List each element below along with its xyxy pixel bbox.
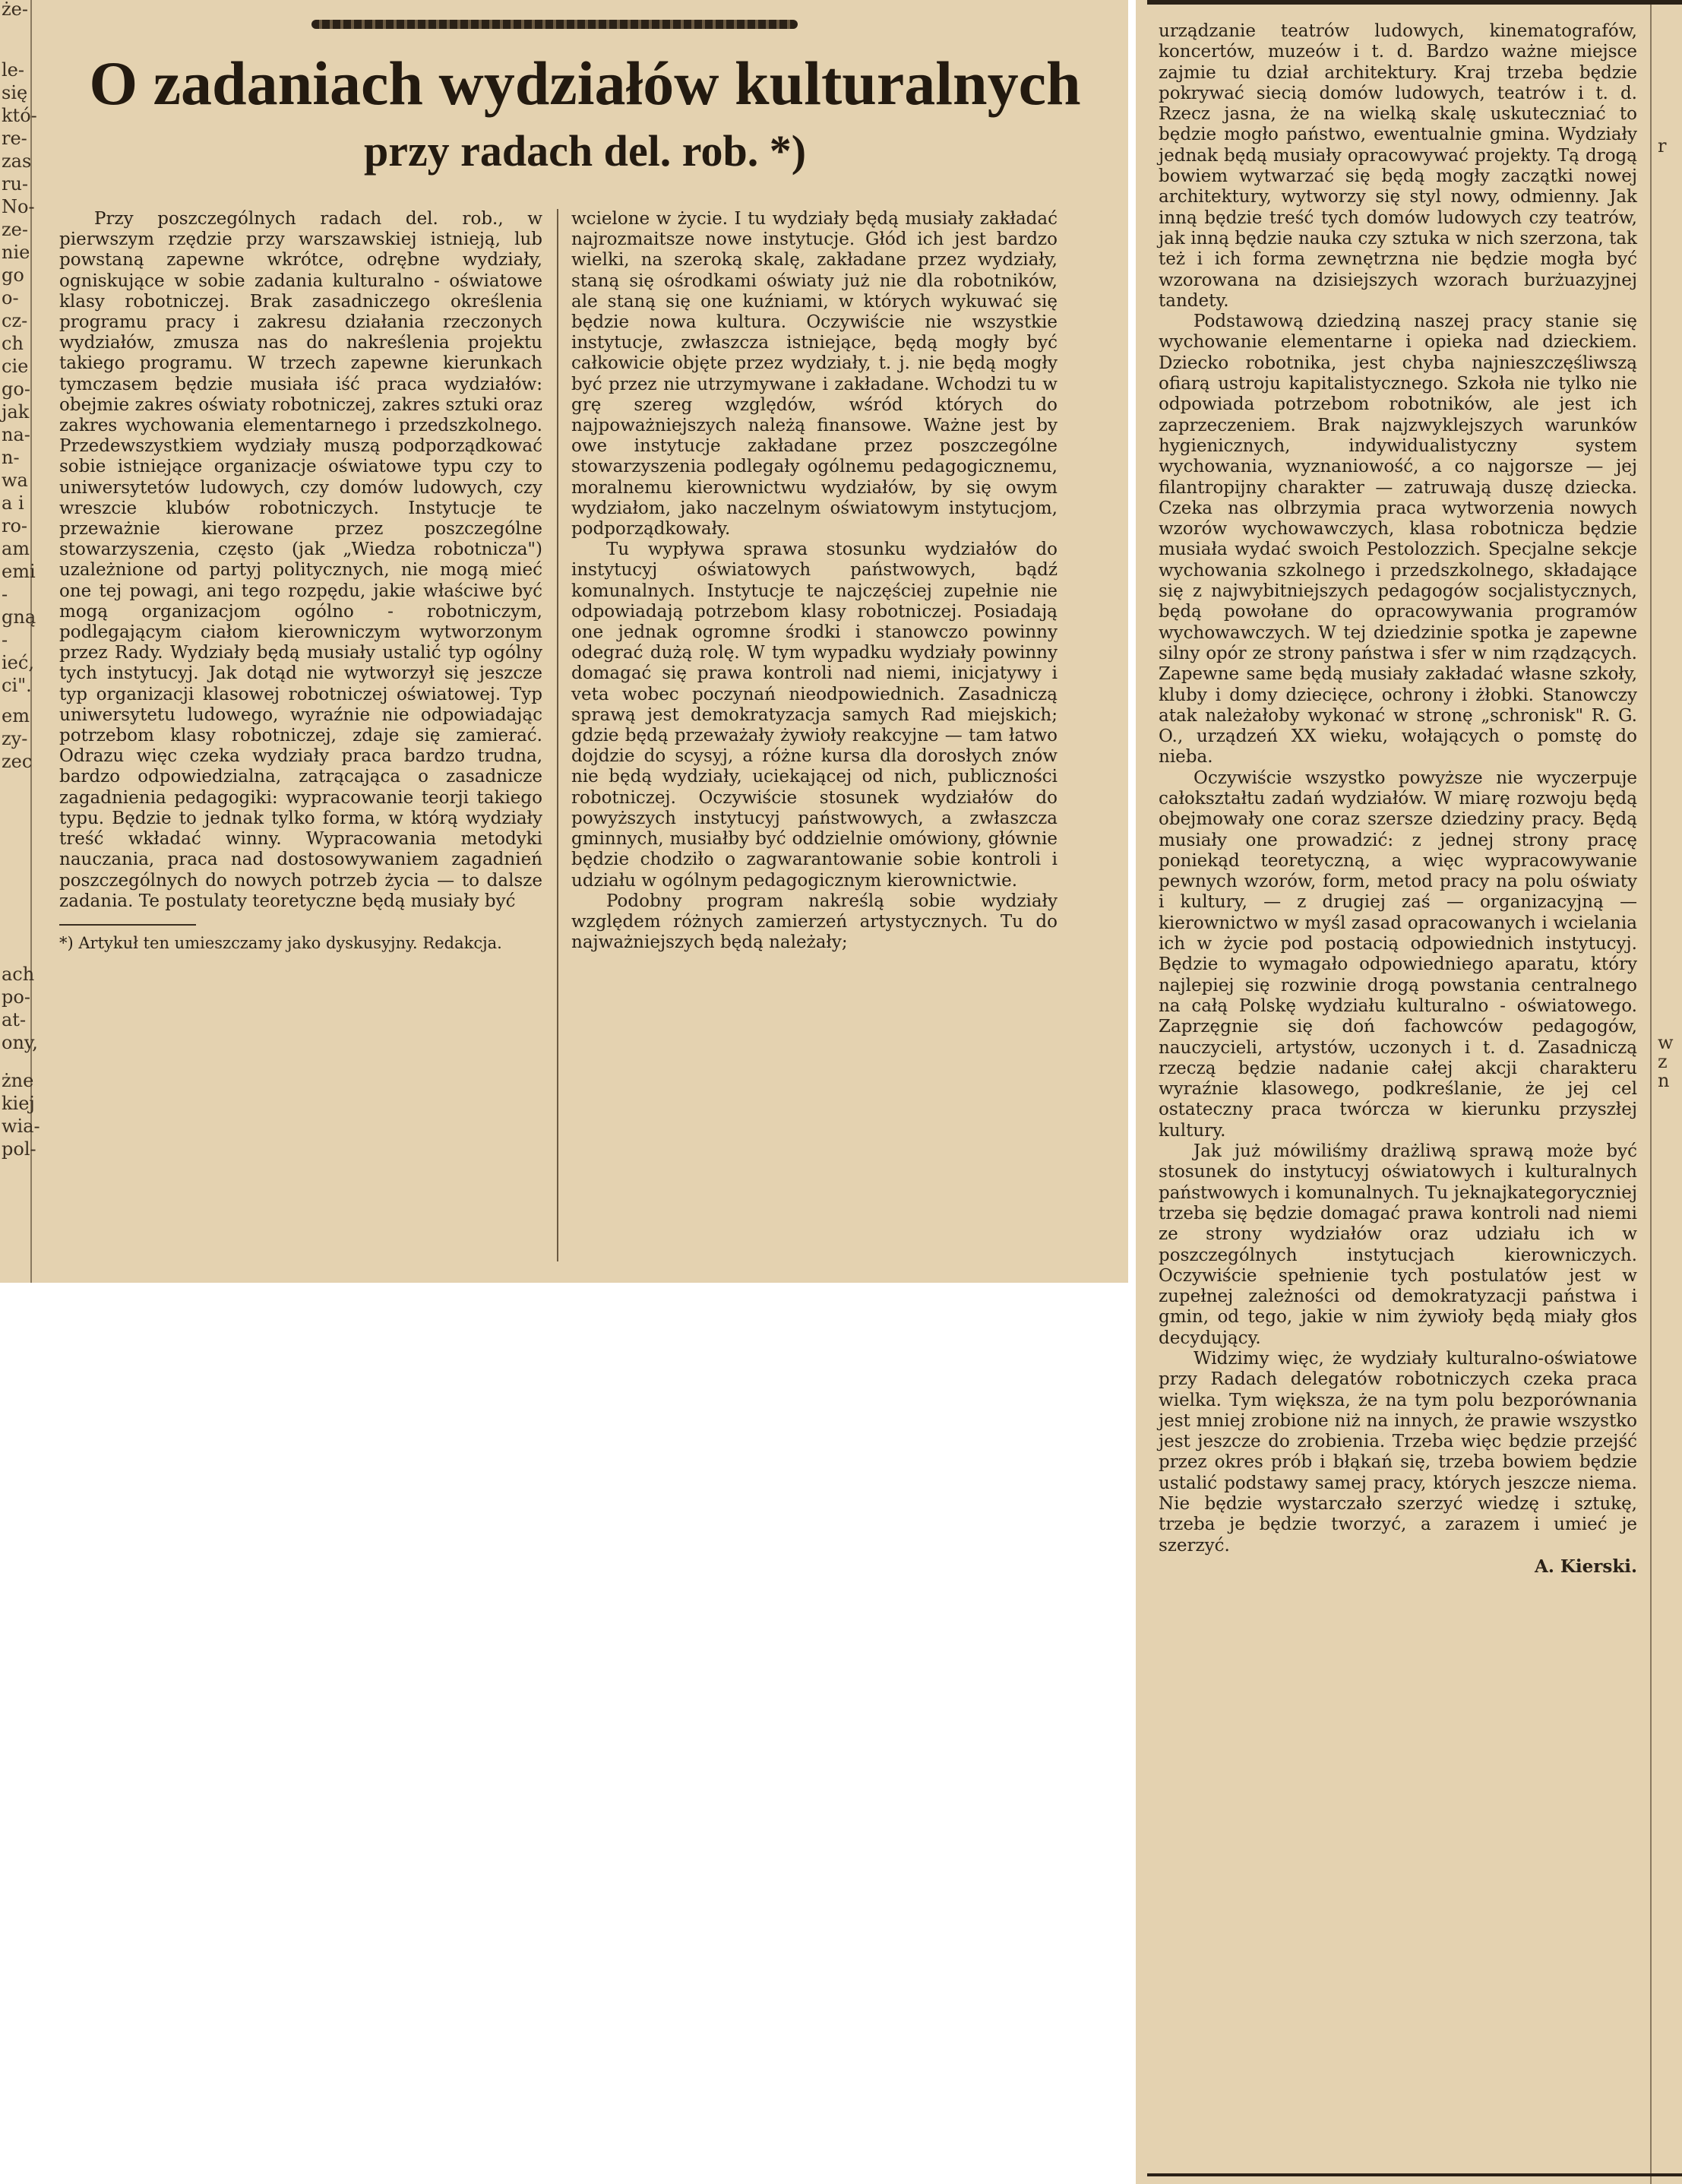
adjacent-text-fragment: o- <box>2 287 19 309</box>
adjacent-text-fragment: ach <box>2 964 35 985</box>
article-column-3 <box>1159 21 1637 1577</box>
adjacent-text-fragment: n- <box>2 447 20 468</box>
paragraph: Tu wypływa sprawa stosunku wydziałów do instytucyj oświatowych państwowych, bądź komunalnych. Instytucje te najczęściej zupełnie nie odpowiadają potrzebom klasy robotniczej. Posiadają one jednak ogromne środki i stanowczo powinny odegrać dużą rolę. W tym wypadku wydziały powinny domagać się prawa kontroli nad niemi, inicjatywy i veta wobec poczynań nieodpowiednich. Zasadniczą sprawą jest demokratyzacja samych Rad miejskich; gdzie będą przeważały żywioły reakcyjne — tam łatwo dojdzie do scysyj, a różne kursa dla dorosłych znów nie będą wydziały, uciekającej od nich, publiczności robotniczej. Oczywiście stosunek wydziałów do powyższych instytucyj państwowych, a zwłaszcza gminnych, musiałby być oddzielnie omówiony, głównie będzie chodziło o zagwarantowanie sobie kontroli i udziału w ogólnym pedagogicznym kierownictwie. <box>571 540 1058 891</box>
adjacent-text-fragment: em <box>2 705 30 726</box>
article-column-1 <box>59 209 542 953</box>
paragraph: Podstawową dziedziną naszej pracy stanie się wychowanie elementarne i opieka nad dzieckiem. Dziecko robotnika, jest chyba najnieszczęśliwszą ofiarą ustroju kapitalistycznego. Szkoła nie tylko nie odpowiada potrzebom robotników, ale jest ich zaprzeczeniem. Brak najzwyklejszych warunków hygienicznych, indywidualistyczny system wychowania, wyznaniowość, a co najgorsze — jej filantropijny charakter — zatruwają duszę dziecka. Czeka nas olbrzymia praca wytworzenia nowych wzorów wychowawczych, klasa robotnicza będzie musiała wydać swoich Pestolozzich. Specjalne sekcje wychowania szkolnego i przedszkolnego, składające się z najwybitniejszych pedagogów socjalistycznych, będą powołane do opracowywania programów wychowawczych. W tej dziedzinie spotka je zapewne silny opór ze strony państwa i sfer w nim rządzących. Zapewne same będą musiały zakładać własne szkoły, kluby i domy dziecięce, ochrony i żłobki. Stanowczy atak należałoby wykonać w stronę „schronisk" R. G. O., urządzeń XX wieku, wołających o pomstę do nieba. <box>1159 312 1637 768</box>
headline-line-1: O zadaniach wydziałów kulturalnych <box>89 49 1081 118</box>
adjacent-text-fragment: wia- <box>2 1116 40 1137</box>
paragraph: Podobny program nakreślą sobie wydziały względem różnych zamierzeń artystycznych. Tu do najważniejszych będą należały; <box>571 891 1058 953</box>
column-divider <box>557 209 558 1261</box>
adjacent-text-fragment: kiej <box>2 1093 35 1114</box>
paragraph: wcielone w życie. I tu wydziały będą musiały zakładać najrozmaitsze nowe instytucje. Głód ich jest bardzo wielki, na szeroką skalę, zakładane przez wydziały, staną się ośrodkami oświaty już nie dla robotników, ale staną się one kuźniami, w których wykuwać się będzie nowa kultura. Oczywiście nie wszystkie instytucje, zwłaszcza istniejące, będą mogły być całkowicie objęte przez wydziały, t. j. nie będą mogły być przez nie utrzymywane i zakładane. Wchodzi tu w grę szereg względów, wśród których do najpoważniejszych należą finansowe. Ważne jest by owe instytucje zakładane przez poszczególne stowarzyszenia podlegały ogólnemu pedagogicznemu, moralnemu kierownictwu wydziałów, by się owym wydziałom, jako naczelnym oświatowym instytucjom, podporządkowały. <box>571 209 1058 540</box>
adjacent-text-fragment: ieć, <box>2 652 34 673</box>
top-rule <box>1147 0 1682 5</box>
adjacent-text-fragment: jak <box>2 401 30 423</box>
adjacent-text-fragment: pol- <box>2 1138 36 1160</box>
paragraph: Jak już mówiliśmy drażliwą sprawą może być stosunek do instytucyj oświatowych i kulturalnych państwowych i komunalnych. Tu jeknajkategoryczniej trzeba się będzie domagać prawa kontroli nad niemi ze strony wydziałów oraz udziału ich w poszczególnych instytucjach kierowniczych. Oczywiście spełnienie tych postulatów jest w zupełnej zależności od demokratyzacji państwa i gmin, od tego, jakie w nim żywioły będą miały głos decydujący. <box>1159 1141 1637 1348</box>
adjacent-text-fragment: ru- <box>2 173 29 195</box>
adjacent-text-fragment: le- <box>2 59 24 81</box>
adjacent-text-fragment: ony, <box>2 1032 38 1053</box>
adjacent-text-fragment: wa <box>2 470 28 491</box>
adjacent-column-right <box>1650 0 1682 2184</box>
author-signature: A. Kierski. <box>1535 1556 1637 1577</box>
adjacent-text-fragment: cie <box>2 356 29 377</box>
adjacent-text-fragment: że- <box>2 0 28 20</box>
adjacent-text-fragment: ch <box>2 333 24 354</box>
adjacent-text-fragment: żne <box>2 1070 34 1091</box>
adjacent-text-fragment: któ- <box>2 105 37 126</box>
adjacent-text-fragment: - <box>2 629 8 650</box>
adjacent-text-fragment: w <box>1658 1032 1674 1053</box>
paragraph: Przy poszczególnych radach del. rob., w pierwszym rzędzie przy warszawskiej istnieją, lub powstaną zapewne wkrótce, odrębne wydziały, ogniskujące w sobie zadania kulturalno - oświatowe klasy robotniczej. Brak zasadniczego określenia programu pracy i zakresu działania rzeczonych wydziałów, zmusza nas do nakreślenia projektu takiego programu. W trzech zapewne kierunkach tymczasem będzie musiała iść praca wydziałów: obejmie zakres oświaty robotniczej, zakres sztuki oraz zakres wychowania elementarnego i przedszkolnego. Przedewszystkiem wydziały muszą podporządkować sobie istniejące organizacje oświatowe typu czy to uniwersytetów ludowych, czy domów ludowych, czy wreszcie klubów robotniczych. Instytucje te przeważnie kierowane przez poszczególne stowarzyszenia, często (jak „Wiedza robotnicza") uzależnione od partyj politycznych, nie mogą mieć one tej powagi, ani tego rozpędu, jakie właściwe być mogą organizacjom ogólno - robotniczym, podlegającym ciałom kierowniczym wytworzonym przez Rady. Wydziały będą musiały ustalić typ ogólny tych instytucyj. Jak dotąd nie wytworzył się jeszcze typ organizacji klasowej robotniczej oświatowej. Typ uniwersytetu ludowego, wyraźnie nie odpowiadając potrzebom klasy robotniczej, zdaje się zamierać. Odrazu więc czeka wydziały praca bardzo trudna, bardzo odpowiedzialna, zatrącająca o zasadnicze zagadnienia pedagogiki: wypracowanie teorji takiego typu. Będzie to jednak tylko forma, w którą wydziały treść wkładać winny. Wypracowania metodyki nauczania, praca nad dostosowywaniem zagadnień poszczególnych do nowych potrzeb życia — to dalsze zadania. Te postulaty teoretyczne będą musiały być <box>59 209 542 911</box>
adjacent-text-fragment: ro- <box>2 515 28 537</box>
adjacent-text-fragment: po- <box>2 986 30 1008</box>
adjacent-text-fragment: cz- <box>2 310 28 331</box>
adjacent-text-fragment: ze- <box>2 219 28 240</box>
paragraph: Widzimy więc, że wydziały kulturalno-oświatowe przy Radach delegatów robotniczych czeka praca wielka. Tym większa, że na tym polu bezporównania jest mniej zrobione niż na innych, że prawie wszystko jest jeszcze do zrobienia. Trzeba więc będzie przejść przez okres prób i błąkań się, trzeba bowiem będzie ustalić podstawy samej pracy, których jeszcze niema. Nie będzie wystarczało szerzyć wiedzę i sztukę, trzeba je będzie tworzyć, a zarazem i umieć je szerzyć. <box>1159 1349 1637 1556</box>
adjacent-text-fragment: ci". <box>2 675 32 696</box>
adjacent-text-fragment: re- <box>2 128 27 149</box>
article-headline <box>46 46 1124 181</box>
newspaper-clipping-left <box>0 0 1128 1283</box>
adjacent-text-fragment: z <box>1658 1051 1668 1072</box>
adjacent-text-fragment: zas <box>2 150 32 172</box>
adjacent-text-fragment: na- <box>2 424 30 445</box>
paragraph: urządzanie teatrów ludowych, kinematografów, koncertów, muzeów i t. d. Bardzo ważne miejsce zajmie tu dział architektury. Kraj trzeba będzie pokrywać siecią domów ludowych, teatrów i t. d. Rzecz jasna, że na wielką skalę uskuteczniać to będzie mogło państwo, ewentualnie gmina. Wydziały jednak będą musiały opracowywać projekty. Tą drogą bowiem wytwarzać się będą mogły zaczątki nowej architektury, wytworzy się styl nowy, odmienny. Jak inną będzie treść tych domów ludowych czy teatrów, jak inną będzie nauka czy sztuka w nich szerzona, tak też i ich forma zewnętrzna nie będzie mogła być wzorowana na dzisiejszych wzorach burżuazyjnej tandety. <box>1159 21 1637 311</box>
bottom-rule <box>1147 2173 1682 2176</box>
adjacent-text-fragment: - <box>2 584 8 605</box>
adjacent-text-fragment: go <box>2 264 24 286</box>
adjacent-text-fragment: n <box>1658 1070 1670 1091</box>
adjacent-text-fragment: am <box>2 538 30 559</box>
adjacent-text-fragment: r <box>1658 135 1667 157</box>
adjacent-text-fragment: zec <box>2 751 33 772</box>
paragraph: Oczywiście wszystko powyższe nie wyczerpuje całokształtu zadań wydziałów. W miarę rozwoju będą obejmowały one coraz szersze dziedziny pracy. Będą musiały one prowadzić: z jednej strony pracę poniekąd teoretyczną, a więc wypracowywanie pewnych wzorów, form, metod pracy na polu oświaty i kultury, — z drugiej zaś — organizacyjną — kierownictwo w myśl zasad opracowanych i wcielania ich w życie pod postacią odpowiednich instytucyj. Będzie to wymagało odpowiedniego aparatu, który najlepiej się rozwinie drogą powstania centralnego na całą Polskę wydziału kulturalno - oświatowego. Zaprzęgnie się doń fachowców pedagogów, nauczycieli, artystów, uczonych i t. d. Zasadniczą rzeczą będzie nadanie całej akcji charakteru wyraźnie klasowego, podkreślanie, że jej cel ostateczny praca twórcza w kierunku przyszłej kultury. <box>1159 768 1637 1141</box>
adjacent-text-fragment: się <box>2 82 28 103</box>
adjacent-text-fragment: zy- <box>2 728 28 749</box>
footnote-divider <box>59 924 196 926</box>
adjacent-column-left <box>0 0 40 1283</box>
footnote: *) Artykuł ten umieszczamy jako dyskusyjny. Redakcja. <box>59 933 502 952</box>
adjacent-text-fragment: No- <box>2 196 35 217</box>
adjacent-text-fragment: at- <box>2 1009 27 1030</box>
headline-line-2: przy radach del. rob. *) <box>363 126 807 176</box>
article-column-2 <box>571 209 1058 953</box>
adjacent-text-fragment: gną <box>2 606 36 628</box>
adjacent-text-fragment: emi <box>2 561 36 582</box>
title-ornament <box>311 20 798 29</box>
adjacent-text-fragment: nie <box>2 242 30 263</box>
adjacent-text-fragment: go- <box>2 378 30 400</box>
adjacent-text-fragment: a i <box>2 492 24 514</box>
